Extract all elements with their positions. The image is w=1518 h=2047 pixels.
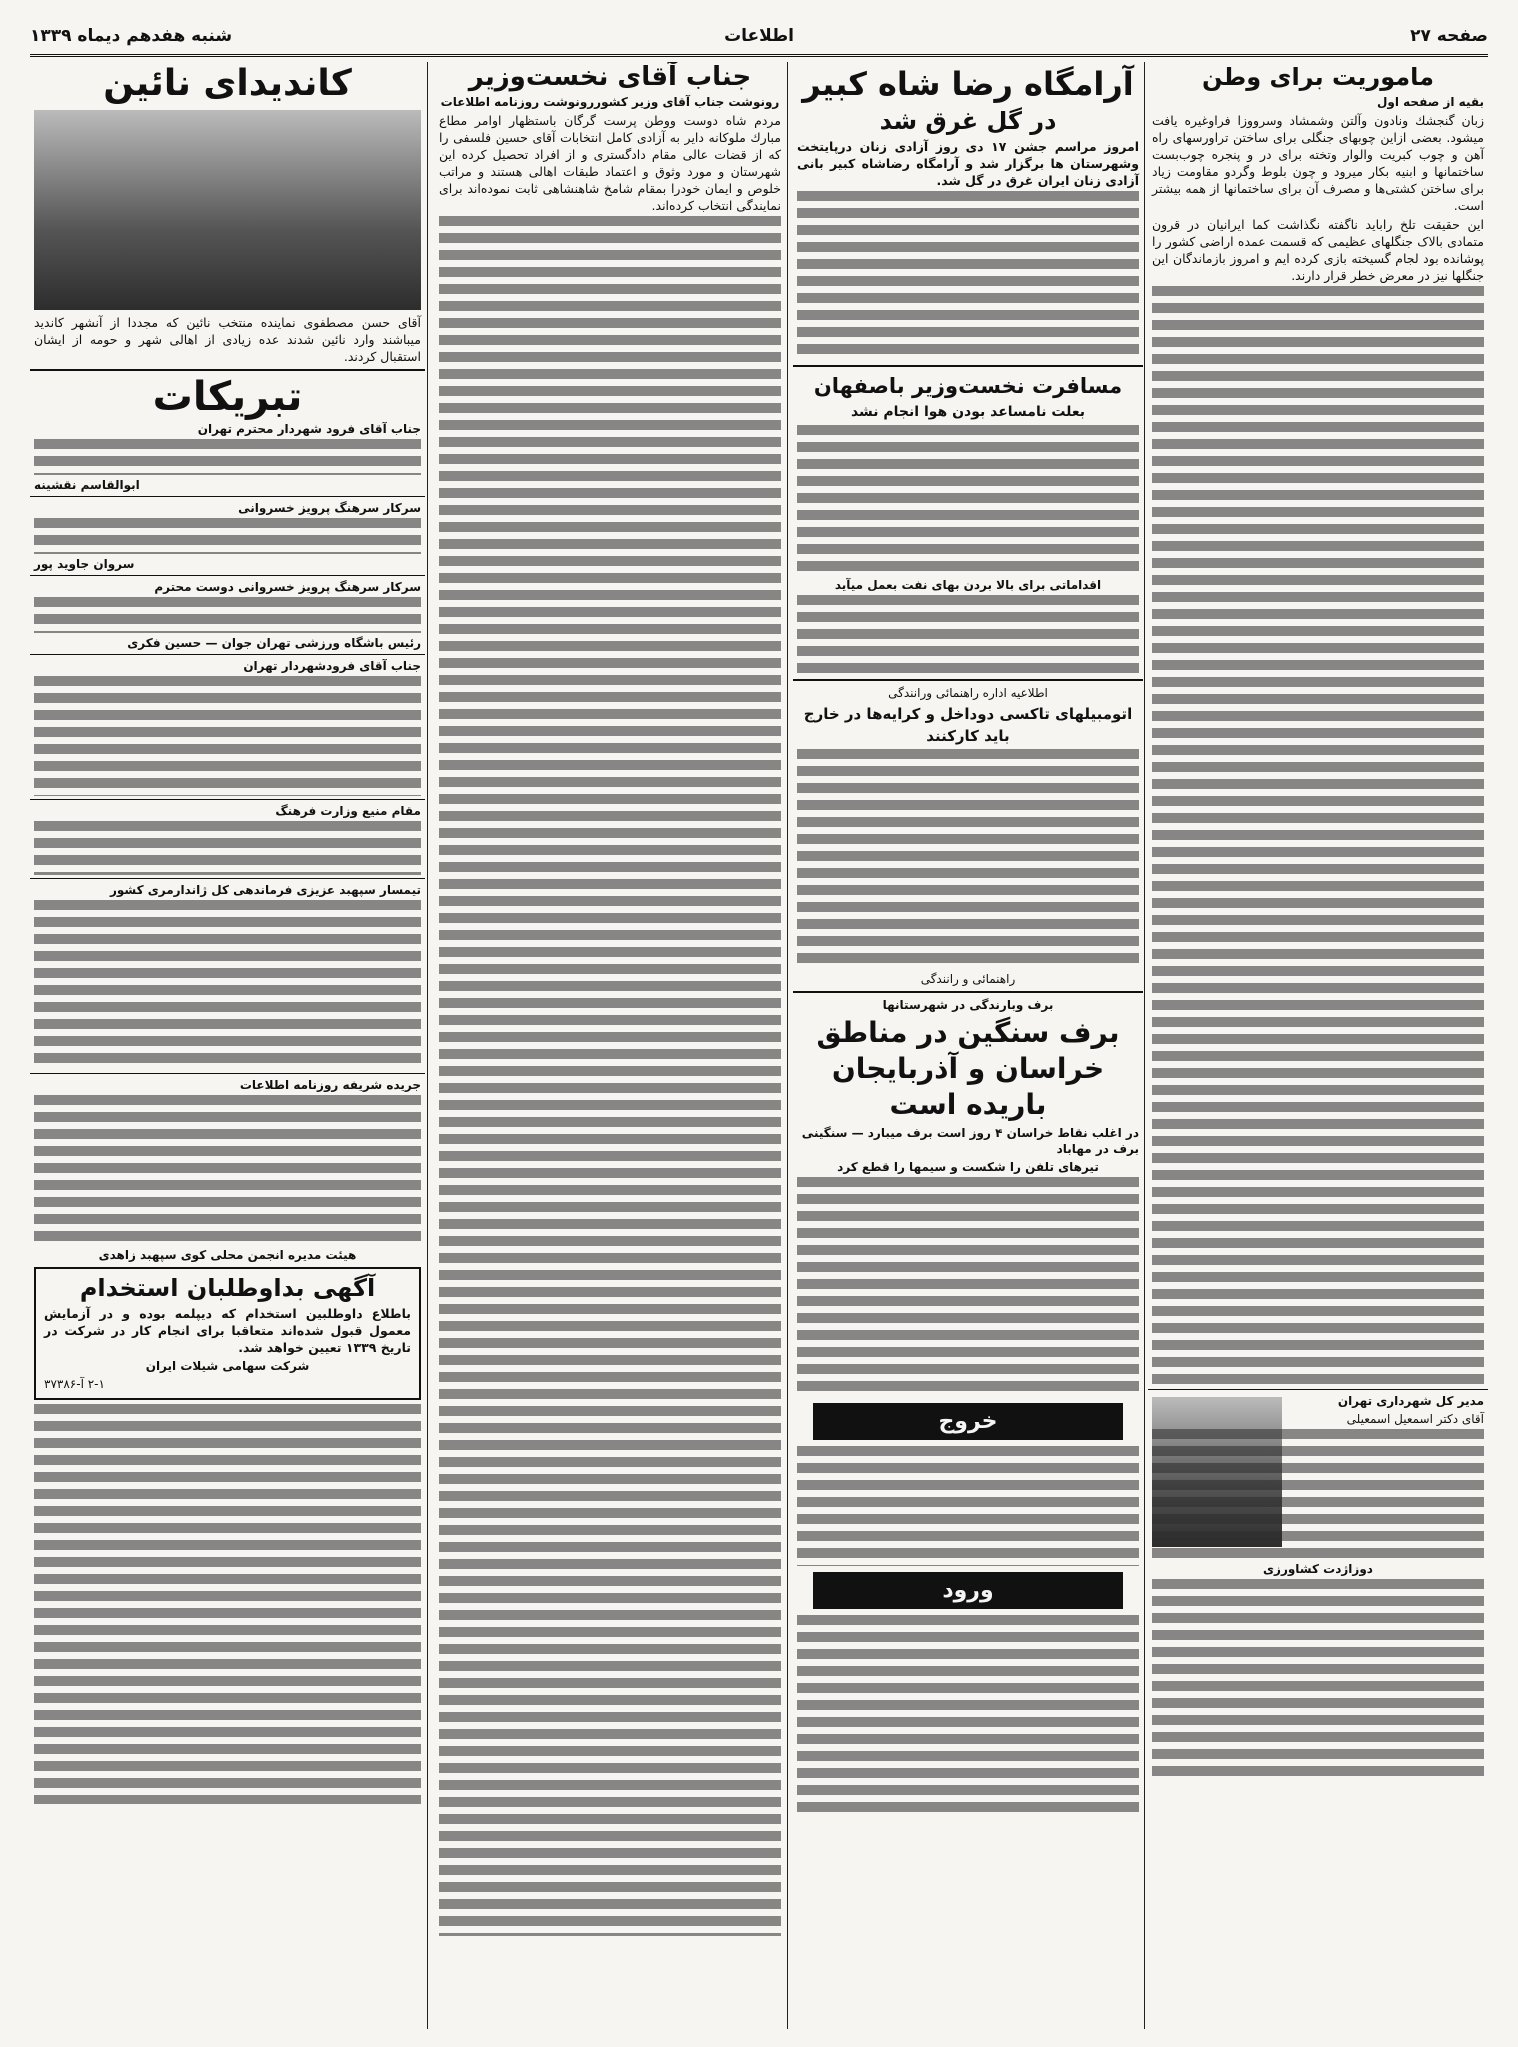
agri-headline: دوزاژدت کشاورزی xyxy=(1263,1562,1373,1576)
greet-d-text xyxy=(34,676,421,796)
entry-text xyxy=(797,1615,1139,1815)
greet-a: جناب آقای فرود شهردار محترم تهران xyxy=(197,422,421,436)
taxi-text xyxy=(797,749,1139,969)
greet-f-text xyxy=(34,900,421,1070)
greet-sign-4: هیئت مدیره انجمن محلی کوی سپهبد زاهدی xyxy=(98,1248,357,1262)
greet-e-text xyxy=(34,821,421,875)
mausoleum-lead: امروز مراسم جشن ۱۷ دی روز آزادی زنان درپایتخت وشهرستان ها برگزار شد و آرامگاه رضاشاه کبیر بانی آزادی زنان ایران غرق در گل شد. xyxy=(797,139,1139,188)
exit-text xyxy=(797,1446,1139,1566)
mausoleum-headline: آرامگاه رضا شاه کبیر xyxy=(802,65,1134,103)
naein-caption: آقای حسن مصطفوی نماینده منتخب نائین که مجددا از آنشهر کاندید میباشند وارد نائین شدند عده زیادی از اهالی شهر و حومه از ایشان استقبال کردند. xyxy=(34,315,421,364)
greet-d: جناب آقای فرودشهردار تهران xyxy=(243,659,421,673)
snow-sub: در اغلب نقاط خراسان ۴ روز است برف میبارد — سنگینی برف در مهاباد xyxy=(801,1126,1139,1156)
pm-sub: رونوشت جناب آقای وزیر کشوررونوشت روزنامه اطلاعات xyxy=(440,95,780,109)
greet-g-text xyxy=(34,1095,421,1245)
pm-signatures xyxy=(439,216,781,1936)
trip-sub: بعلت نامساعد بودن هوا انجام نشد xyxy=(850,404,1086,420)
exit-banner: خروج xyxy=(813,1403,1123,1440)
newspaper-name: اطلاعات xyxy=(724,26,794,46)
job-ad xyxy=(34,1267,421,1400)
mission-text: زبان گنجشك ونادون وآلتن وشمشاد وسرووزا فراوغیره یافت میشود. بعضی ازاین چوبهای جنگلی برای ساختن تراورسهای راه آهن و چوب کبریت والوار وتخته برای در و پنجره چوب‌بست ساختمانها و ابنیه بکار میرود و چون بلوط وگردو مقاومت زیاد برای ساختن کشتی‌ها و مصرف آن برای ساختمانها از همه بیشتر است. xyxy=(1152,113,1484,213)
pm-headline: جناب آقای نخست‌وزیر xyxy=(468,62,752,92)
mission-continued: بقیه از صفحه اول xyxy=(1376,95,1484,109)
column-mausoleum xyxy=(793,62,1143,2029)
taxi-headline: اتومبیلهای تاکسی دوداخل و کرایه‌ها در خارج باید کارکنند xyxy=(803,705,1133,745)
job-ad-text: باطلاع داوطلبین استخدام که دیپلمه بوده و در آزمایش معمول قبول شده‌اند متعاقبا برای انجام کار در شرکت در تاریخ ۱۳۳۹ تعیین خواهد شد. xyxy=(44,1306,411,1355)
greet-c-text xyxy=(34,597,421,633)
snow-headline: برف سنگین در مناطق خراسان و آذربایجان باریده است xyxy=(816,1016,1120,1121)
job-ad-headline: آگهی بداوطلبان استخدام xyxy=(79,1274,376,1302)
oil-headline: اقداماتی برای بالا بردن بهای نفت بعمل میآید xyxy=(834,578,1102,592)
job-ad-code: ۲-۱ آ-۳۷۳۸۶ xyxy=(44,1377,105,1391)
agri-text xyxy=(1152,1579,1484,1779)
greet-e: مقام منیع وزارت فرهنگ xyxy=(275,804,421,818)
trip-headline: مسافرت نخست‌وزیر باصفهان xyxy=(813,374,1123,398)
mausoleum-text xyxy=(797,191,1139,361)
greetings-headline: تبریکات xyxy=(152,374,303,420)
greet-f: تیمسار سپهبد عزیزی فرماندهی کل ژاندارمری کشور xyxy=(109,883,421,897)
mission-headline: ماموریت برای وطن xyxy=(1201,63,1434,91)
naein-photo xyxy=(34,110,421,310)
pm-intro: مردم شاه دوست ووطن پرست گرگان باستظهار اوامر مطاع مبارك ملوکانه دایر به آزادی کامل انتخابات آقای حسین فلسفی را که از قضات عالی مقام دادگستری و از افراد تحصیل کرده این شهرستان و مورد وثوق و اعتماد طبقات اهالی هستند و مراتب خلوص و ایمان خودرا بمقام شامخ شاهنشاهی ثابت نموده‌اند برای نمایندگی انتخاب کرده‌اند. xyxy=(439,113,781,213)
taxi-sign: راهنمائی و رانندگی xyxy=(920,972,1016,986)
greet-b: سرکار سرهنگ پرویز خسروانی xyxy=(238,501,421,515)
issue-date: شنبه هفدهم دیماه ۱۳۳۹ xyxy=(30,26,233,46)
page-header xyxy=(30,24,1488,57)
naein-headline: کاندیدای نائین xyxy=(103,63,352,104)
mayor-caption: مدیر کل شهرداری تهران xyxy=(1337,1394,1484,1408)
greet-g: جریده شریفه روزنامه اطلاعات xyxy=(239,1078,421,1092)
greet-b-text xyxy=(34,518,421,554)
taxi-intro: اطلاعیه اداره راهنمائی ورانندگی xyxy=(888,686,1048,700)
column-mission xyxy=(1148,62,1488,2029)
page-number: صفحه ۲۷ xyxy=(1410,26,1488,46)
mayor-text xyxy=(1152,1429,1484,1559)
greet-c: سرکار سرهنگ پرویز خسروانی دوست محترم xyxy=(154,580,421,594)
greet-sign-1: ابوالقاسم نقشینه xyxy=(34,478,140,492)
mayor-name: آقای دکتر اسمعیل اسمعیلی xyxy=(1346,1412,1484,1426)
trip-text xyxy=(797,425,1139,575)
oil-text xyxy=(797,595,1139,675)
mausoleum-sub: در گل غرق شد xyxy=(879,107,1057,135)
snow-sub-2: تیرهای تلفن را شکست و سیمها را قطع کرد xyxy=(837,1160,1099,1174)
names-list xyxy=(34,1404,421,1804)
snow-text xyxy=(797,1177,1139,1397)
greet-sign-2: سروان جاوید پور xyxy=(34,557,135,571)
greet-a-text xyxy=(34,439,421,475)
mission-text-2: این حقیقت تلخ راباید ناگفته نگذاشت کما ایرانیان در قرون متمادی بالاک جنگلهای عظیمی که قسمت عمده اراضی کشور را پوشانده بود لجام گسیخته بازی کرده ایم و امروز بازماندگان این جنگلها نیز در معرض خطر قرار دارند. xyxy=(1152,217,1484,283)
job-ad-sign: شرکت سهامی شیلات ایران xyxy=(145,1359,310,1373)
snow-kicker: برف وبارندگی در شهرستانها xyxy=(882,998,1054,1012)
column-pm-letter xyxy=(435,62,785,2029)
entry-banner: ورود xyxy=(813,1572,1123,1609)
greet-sign-3: رئیس باشگاه ورزشی تهران جوان — حسین فکری xyxy=(127,636,421,650)
body-text-block xyxy=(1152,286,1484,1386)
column-naein xyxy=(30,62,425,2029)
